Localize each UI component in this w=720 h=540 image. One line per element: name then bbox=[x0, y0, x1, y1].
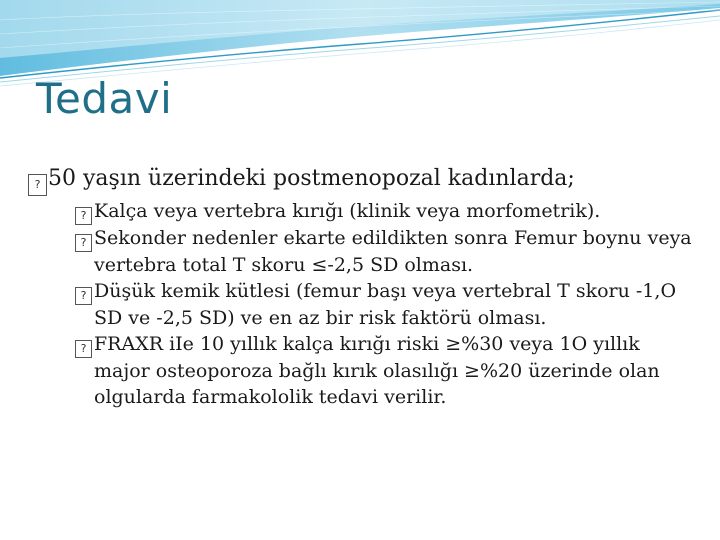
list-item bbox=[28, 331, 694, 410]
bullet-level1 bbox=[28, 162, 698, 196]
slide-body bbox=[28, 162, 698, 410]
missing-glyph-icon: ? bbox=[75, 207, 92, 225]
list-item-text: Kalça veya vertebra kırığı (klinik veya morfometrik). bbox=[94, 200, 601, 222]
missing-glyph-icon: ? bbox=[75, 340, 92, 358]
list-item-text: Düşük kemik kütlesi (femur başı veya vertebral T skoru -1,O SD ve -2,5 SD) ve en az bir risk faktörü olması. bbox=[94, 280, 677, 329]
list-item-text: FRAXR iIe 10 yıllık kalça kırığı riski ≥%30 veya 1O yıllık major osteoporoza bağlı kırık olasılığı ≥%20 üzerinde olan olgularda farmakololik tedavi verilir. bbox=[94, 333, 660, 408]
missing-glyph-icon: ? bbox=[75, 234, 92, 252]
bullet-level1-text: 50 yaşın üzerindeki postmenopozal kadınlarda; bbox=[48, 166, 575, 191]
list-item bbox=[28, 225, 694, 278]
missing-glyph-icon: ? bbox=[75, 287, 92, 305]
list-item bbox=[28, 198, 694, 225]
missing-glyph-icon: ? bbox=[28, 174, 47, 196]
slide-title: Tedavi bbox=[36, 74, 173, 123]
list-item bbox=[28, 278, 694, 331]
list-item-text: Sekonder nedenler ekarte edildikten sonra Femur boynu veya vertebra total T skoru ≤-2,5 SD olması. bbox=[94, 227, 692, 276]
